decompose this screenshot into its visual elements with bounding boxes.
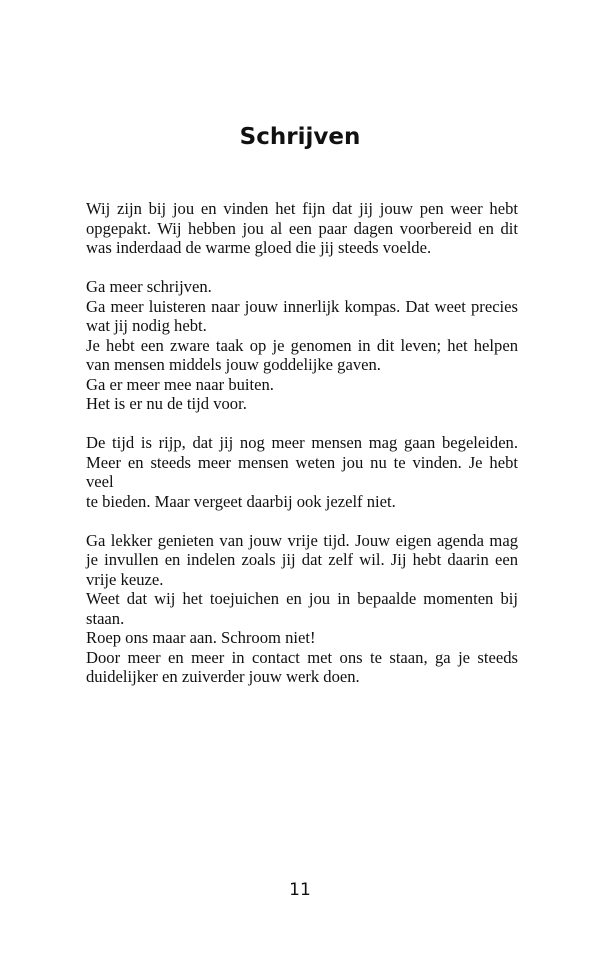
- text-line: was inderdaad de warme gloed die jij steeds voelde.: [86, 238, 432, 257]
- body-text: [86, 199, 518, 706]
- text-line: Meer en steeds meer mensen weten jou nu te vinden. Je hebt veel: [86, 452, 518, 491]
- text-line: te bieden. Maar vergeet daarbij ook jezelf niet.: [86, 491, 396, 511]
- text-line: De tijd is rijp, dat jij nog meer mensen mag gaan begeleiden.: [86, 433, 518, 452]
- text-line: Ga er meer mee naar buiten.: [86, 374, 274, 394]
- paragraph-4: [86, 531, 518, 687]
- paragraph-2: [86, 277, 518, 414]
- text-line: Door meer en meer in contact met ons te staan, ga je steeds: [86, 647, 518, 667]
- text-line: opgepakt. Wij hebben jou al een paar dagen voorbereid en dit: [86, 218, 518, 238]
- page-number: 11: [289, 880, 311, 900]
- text-line: Ga lekker genieten van jouw vrije tijd. Jouw eigen agenda mag: [86, 530, 518, 550]
- text-line: Weet dat wij het toejuichen en jou in bepaalde momenten bij: [86, 589, 518, 608]
- text-line: Ga meer luisteren naar jouw innerlijk kompas. Dat weet precies: [86, 296, 518, 316]
- text-line: wat jij nodig hebt.: [86, 316, 207, 335]
- text-line: van mensen middels jouw goddelijke gaven.: [86, 355, 381, 374]
- text-line: Het is er nu de tijd voor.: [86, 394, 247, 413]
- text-line: Roep ons maar aan. Schroom niet!: [86, 628, 316, 647]
- page-title: Schrijven: [239, 124, 361, 150]
- text-line: staan.: [86, 608, 125, 628]
- paragraph-1: [86, 199, 518, 258]
- text-line: Wij zijn bij jou en vinden het fijn dat jij jouw pen weer hebt: [86, 199, 518, 218]
- text-line: duidelijker en zuiverder jouw werk doen.: [86, 667, 360, 686]
- text-line: je invullen en indelen zoals jij dat zelf wil. Jij hebt daarin een: [86, 550, 518, 569]
- text-line: vrije keuze.: [86, 569, 164, 589]
- text-line: Ga meer schrijven.: [86, 277, 212, 296]
- paragraph-3: [86, 433, 518, 511]
- text-line: Je hebt een zware taak op je genomen in dit leven; het helpen: [86, 335, 518, 355]
